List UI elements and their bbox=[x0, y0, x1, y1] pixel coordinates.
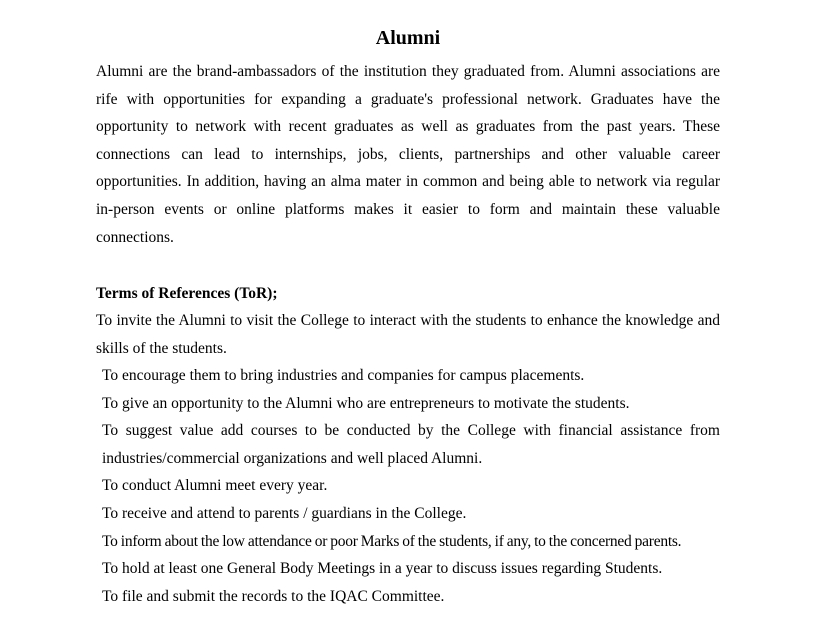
tor-item: To conduct Alumni meet every year. bbox=[102, 477, 328, 495]
tor-item: To hold at least one General Body Meetings in a year to discuss issues regarding Students. bbox=[102, 560, 663, 578]
tor-item: To receive and attend to parents / guardians in the College. bbox=[102, 504, 467, 522]
tor-list bbox=[102, 362, 720, 610]
tor-item: To give an opportunity to the Alumni who are entrepreneurs to motivate the students. bbox=[102, 394, 630, 412]
tor-item: To file and submit the records to the IQAC Committee. bbox=[102, 587, 445, 605]
tor-item: To encourage them to bring industries and companies for campus placements. bbox=[102, 367, 585, 384]
tor-item: To inform about the low attendance or poor Marks of the students, if any, to the concerned parents. bbox=[102, 532, 682, 550]
tor-heading: Terms of References (ToR); bbox=[96, 285, 278, 302]
tor-first-item: To invite the Alumni to visit the College to interact with the students to enhance the knowledge and skills of the students. bbox=[96, 312, 720, 357]
intro-paragraph: Alumni are the brand-ambassadors of the institution they graduated from. Alumni associations are rife with opportunities for expanding a graduate's professional network. Graduates have the opportunity to network with recent graduates as well as graduates from the past years. These connections can lead to internships, jobs, clients, partnerships and other valuable career opportunities. In addition, having an alma mater in common and being able to network via regular in-person events or online platforms makes it easier to form and maintain these valuable connections. bbox=[96, 63, 720, 246]
page-title: Alumni bbox=[375, 27, 441, 49]
tor-item: To suggest value add courses to be conducted by the College with financial assistance from industries/commercial organizations and well placed Alumni. bbox=[102, 422, 720, 467]
